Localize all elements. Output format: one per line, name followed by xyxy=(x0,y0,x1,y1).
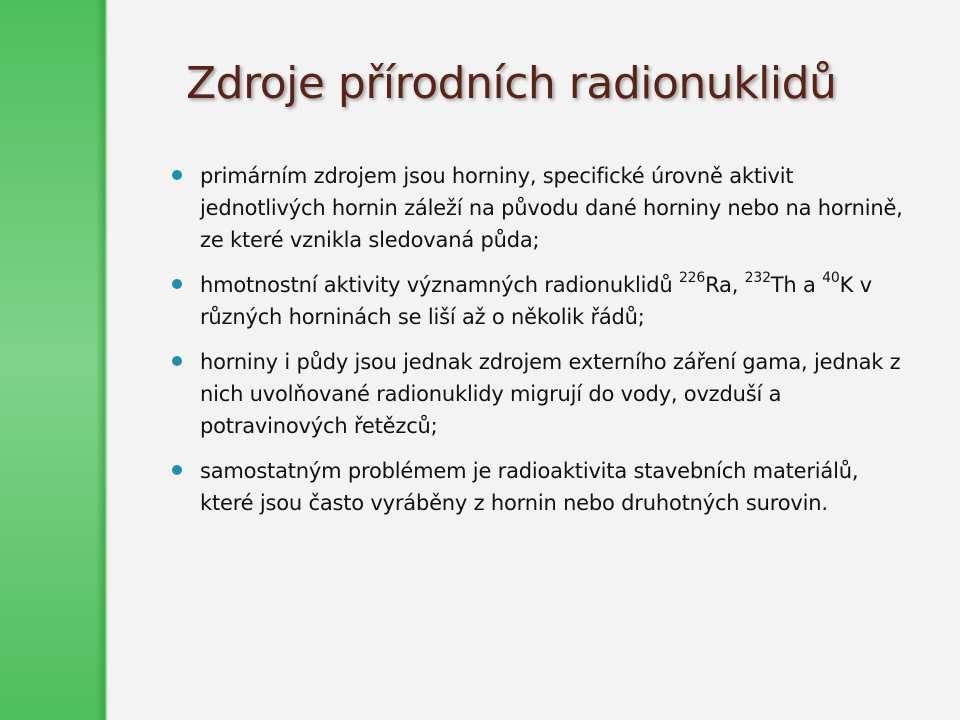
bullet-text: horniny i půdy jsou jednak zdrojem externího záření gama, jednak z nich uvolňované radionuklidy migrují do vody, ovzduší a potravinových řetězců; xyxy=(200,350,901,438)
isotope-mass-th: 232 xyxy=(744,270,771,286)
bullet-item-rock-sources xyxy=(172,160,912,256)
bullet-item-building-materials xyxy=(172,455,912,519)
isotope-mass-ra: 226 xyxy=(678,270,706,286)
decorative-side-bar xyxy=(0,0,106,720)
slide-content xyxy=(172,160,912,532)
bullet-dot-icon xyxy=(172,465,182,475)
slide-title: Zdroje přírodních radionuklidů xyxy=(186,58,837,109)
bullet-dot-icon xyxy=(172,356,182,366)
isotope-mass-k: 40 xyxy=(822,270,840,286)
bullet-text: primárním zdrojem jsou horniny, specifické úrovně aktivit jednotlivých hornin záleží na původu dané horniny nebo na hornině, ze které vznikla sledovaná půda; xyxy=(200,164,903,252)
bullet-text: samostatným problémem je radioaktivita stavebních materiálů, které jsou často vyráběny z hornin nebo druhotných surovin. xyxy=(200,459,859,515)
bullet-item-mass-activities xyxy=(172,269,912,333)
isotope-symbol-th: Th a xyxy=(770,273,823,297)
isotope-symbol-ra: Ra, xyxy=(705,273,745,297)
bullet-dot-icon xyxy=(172,170,182,180)
bullet-list xyxy=(172,160,912,519)
side-bar-shadow xyxy=(96,0,108,720)
isotope-symbol-k: K v různých horninách se liší až o několik řádů; xyxy=(200,273,872,329)
bullet-dot-icon xyxy=(172,279,182,289)
bullet-item-external-radiation xyxy=(172,346,912,442)
bullet-text-part: hmotnostní aktivity významných radionuklidů xyxy=(200,273,679,297)
